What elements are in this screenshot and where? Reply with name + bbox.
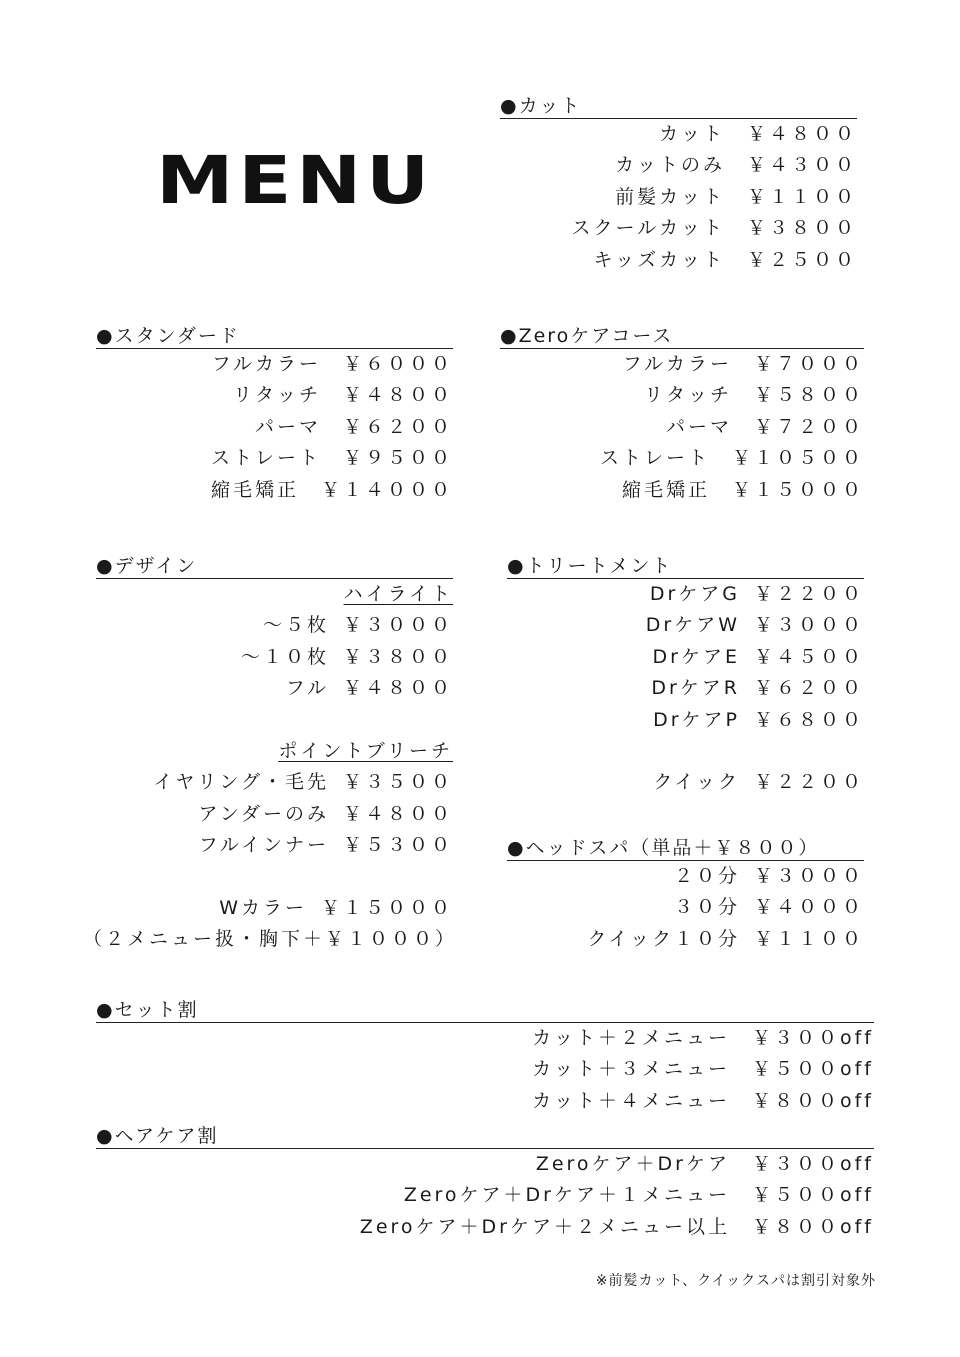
menu-item: カットのみ ￥４３００ — [615, 154, 857, 177]
discount-note: ※前髪カット、クイックスパは割引対象外 — [595, 1273, 876, 1289]
point-bleach-subheading: ポイントブリーチ — [278, 739, 453, 762]
menu-item: カット＋３メニュー ￥５００off — [532, 1058, 874, 1081]
standard-list — [96, 349, 453, 506]
cut-heading: ●カット — [500, 96, 857, 119]
menu-item: 前髪カット ￥１１００ — [615, 185, 857, 208]
menu-item: カット ￥４８００ — [659, 123, 857, 145]
zero-care-heading: ●Zeroケアコース — [500, 326, 864, 349]
standard-heading: ●スタンダード — [96, 326, 453, 349]
cut-section — [500, 96, 857, 276]
menu-item: フルインナー ￥５３００ — [198, 834, 453, 857]
menu-item: フルカラー ￥６０００ — [211, 353, 453, 375]
menu-item: DrケアP ￥６８００ — [653, 708, 864, 731]
menu-item: DrケアR ￥６２００ — [651, 677, 864, 700]
menu-item: ２０分 ￥３０００ — [673, 865, 864, 887]
menu-item: イヤリング・毛先 ￥３５００ — [153, 771, 453, 794]
design-heading: ●デザイン — [96, 556, 453, 579]
treatment-heading: ●トリートメント — [507, 556, 864, 579]
haircare-discount-list — [96, 1149, 874, 1243]
design-section — [82, 555, 457, 956]
menu-item: フルカラー ￥７０００ — [622, 353, 864, 375]
treatment-list — [507, 579, 864, 799]
menu-item: Zeroケア＋Drケア ￥３００off — [535, 1153, 874, 1175]
menu-item: フル ￥４８００ — [285, 677, 453, 700]
treatment-section — [507, 556, 864, 799]
menu-item: DrケアG ￥２２００ — [649, 583, 864, 605]
design-list — [82, 579, 457, 956]
menu-item: Wカラー ￥１５０００ — [219, 896, 453, 919]
headspa-heading: ●ヘッドスパ（単品＋￥８００） — [507, 838, 864, 861]
menu-item: クイック ￥２２００ — [653, 771, 864, 794]
page-title: MENU — [156, 142, 435, 219]
cut-list — [500, 119, 857, 276]
menu-item: 縮毛矯正 ￥１４０００ — [210, 478, 453, 501]
set-discount-list — [96, 1023, 874, 1117]
standard-section — [96, 326, 453, 506]
set-discount-section — [96, 1000, 874, 1117]
headspa-list — [507, 861, 864, 955]
set-discount-heading: ●セット割 — [96, 1000, 874, 1023]
haircare-discount-section — [96, 1126, 874, 1243]
menu-item: DrケアW ￥３０００ — [645, 614, 864, 637]
menu-item: ～５枚 ￥３０００ — [262, 614, 453, 637]
menu-item: Zeroケア＋Drケア＋２メニュー以上 ￥８００off — [359, 1215, 874, 1238]
menu-item: DrケアE ￥４５００ — [652, 645, 864, 668]
zero-care-section — [500, 326, 864, 506]
menu-item: ストレート ￥９５００ — [210, 447, 453, 470]
menu-item: Zeroケア＋Drケア＋１メニュー ￥５００off — [403, 1184, 874, 1207]
menu-item: リタッチ ￥５８００ — [643, 384, 864, 407]
haircare-discount-heading: ●ヘアケア割 — [96, 1126, 874, 1149]
menu-item: カット＋４メニュー ￥８００off — [532, 1089, 874, 1112]
menu-item: カット＋２メニュー ￥３００off — [532, 1027, 874, 1049]
menu-item: パーマ ￥６２００ — [254, 415, 453, 438]
menu-item: リタッチ ￥４８００ — [232, 384, 453, 407]
menu-item: スクールカット ￥３８００ — [571, 217, 857, 240]
menu-item: 縮毛矯正 ￥１５０００ — [621, 478, 864, 501]
menu-item: アンダーのみ ￥４８００ — [198, 802, 453, 825]
menu-item: キッズカット ￥２５００ — [593, 248, 857, 271]
highlight-subheading: ハイライト — [343, 583, 453, 605]
menu-item: ～１０枚 ￥３８００ — [240, 645, 453, 668]
menu-item: パーマ ￥７２００ — [665, 415, 864, 438]
menu-item: クイック１０分 ￥１１００ — [587, 927, 864, 950]
headspa-section — [507, 838, 864, 955]
zero-care-list — [500, 349, 864, 506]
wcolor-note: （２メニュー扱・胸下＋￥１０００） — [82, 928, 457, 951]
menu-item: ３０分 ￥４０００ — [673, 896, 864, 919]
menu-item: ストレート ￥１０５００ — [599, 447, 864, 470]
